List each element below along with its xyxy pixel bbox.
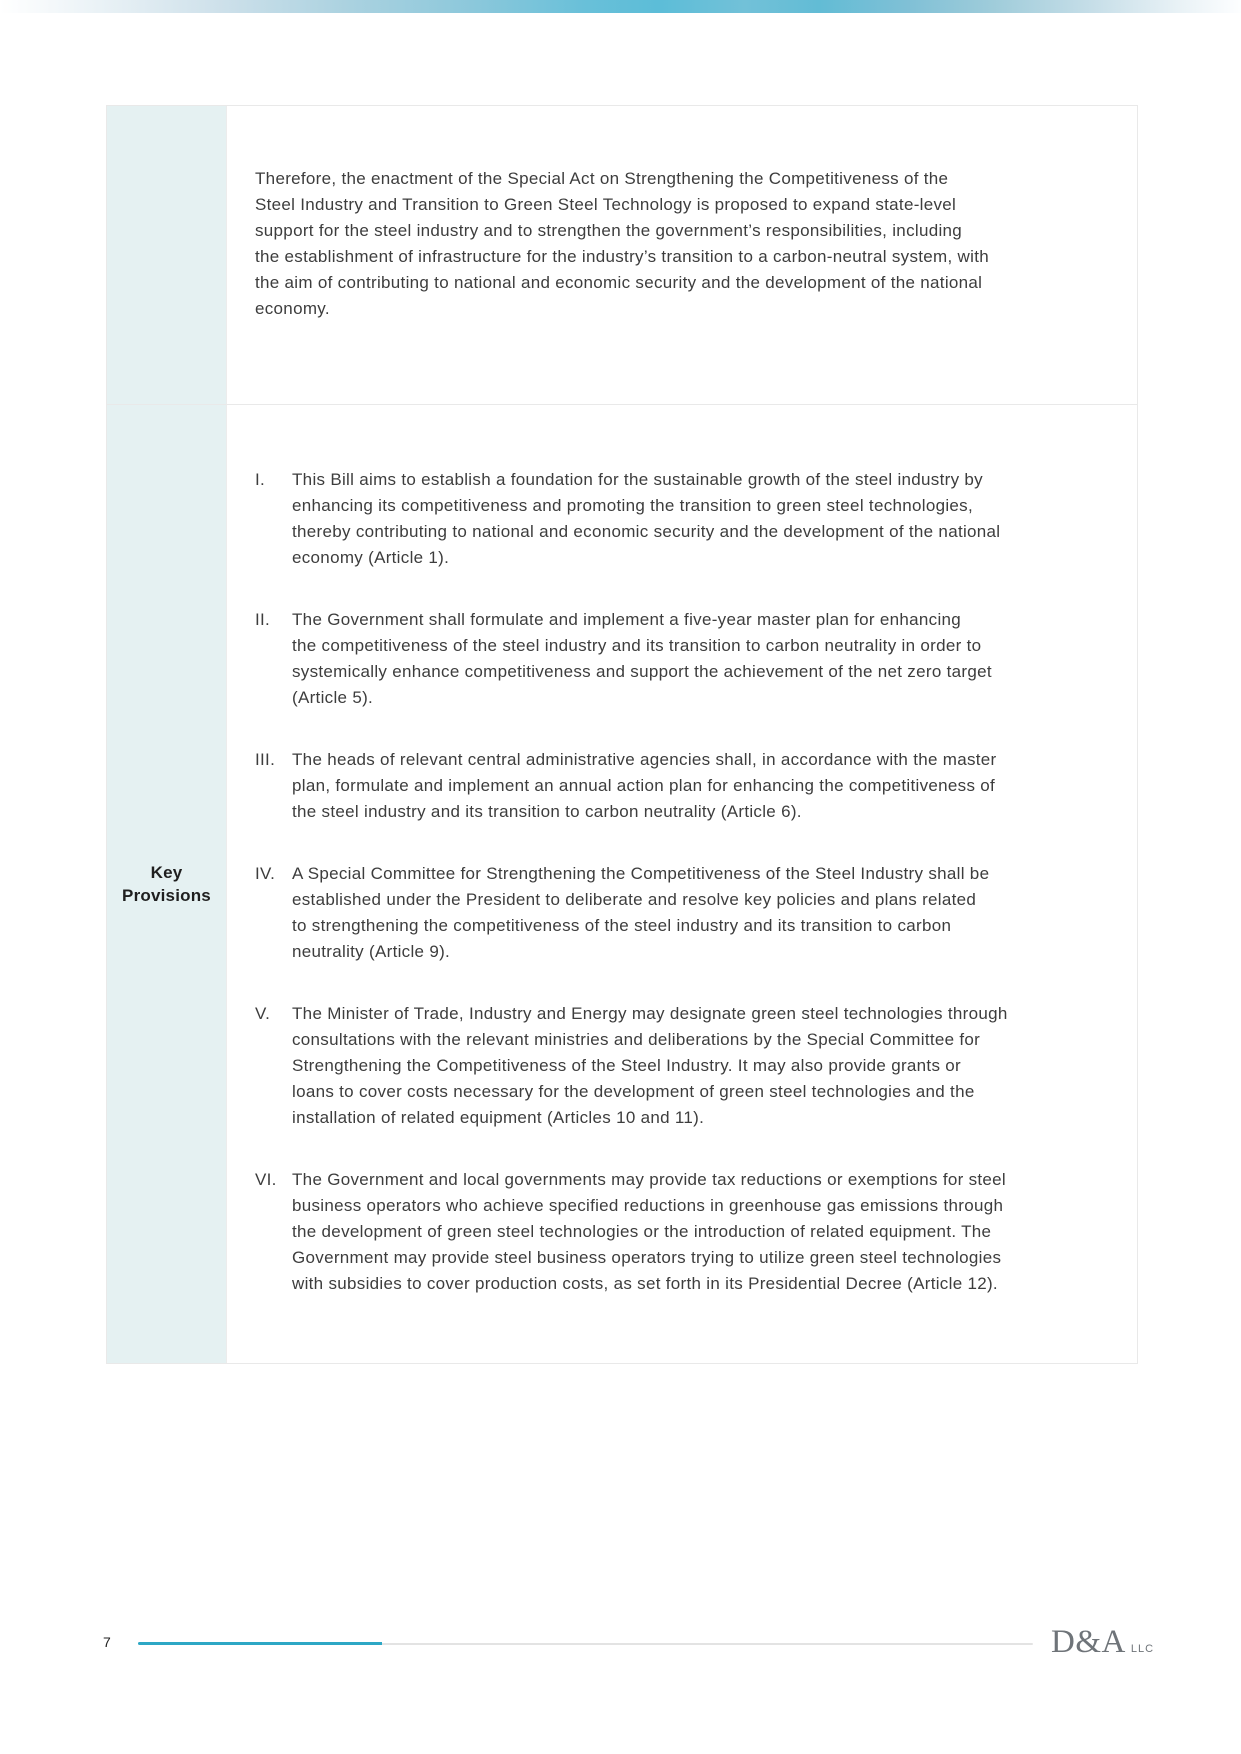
logo-suffix: LLC [1130,1643,1155,1655]
paragraph-line: support for the steel industry and to strengthen the government’s responsibilities, including [255,221,963,240]
list-item-text: The Minister of Trade, Industry and Energy may designate green steel technologies through consultations with the relevant ministries and deliberations by the Special Committee for Strengthening the Competitiveness of the Steel Industry. It may also provide grants or loans to cover costs necessary for the development of green steel technologies and the installation of related equipment (Articles 10 and 11). [292,1004,1008,1127]
footer-divider [138,1642,1033,1645]
list-item-text: This Bill aims to establish a foundation for the sustainable growth of the steel industry by enhancing its competitiveness and promoting the transition to green steel technologies, thereby contributing to national and economic security and the development of the national economy (Article 1). [292,470,1001,567]
paragraph-line: the establishment of infrastructure for the industry’s transition to a carbon-neutral system, with [255,247,989,266]
list-item [255,1001,1107,1131]
list-item-numeral: I. [255,470,266,489]
page-number: 7 [103,1634,111,1650]
paragraph-line: economy. [255,299,330,318]
company-logo [1051,1624,1154,1661]
key-provisions-list [227,404,1137,1363]
intro-paragraph [227,106,1137,404]
list-item [255,861,1107,965]
paragraph-line: Steel Industry and Transition to Green Steel Technology is proposed to expand state-level [255,195,957,214]
key-provisions-label-cell [107,404,227,1363]
list-item-numeral: VI. [255,1170,277,1189]
intro-row-label-cell [107,106,227,404]
list-item-numeral: V. [255,1004,271,1023]
list-item [255,607,1107,711]
list-item-numeral: IV. [255,864,276,883]
footer-divider-track [382,1643,1033,1645]
list-item-numeral: II. [255,610,271,629]
list-item [255,1167,1107,1297]
list-item-text: The Government and local governments may provide tax reductions or exemptions for steel business operators who achieve specified reductions in greenhouse gas emissions through the development of green steel technologies or the introduction of related equipment. The Government may provide steel business operators trying to utilize green steel technologies with subsidies to cover production costs, as set forth in its Presidential Decree (Article 12). [292,1170,1006,1293]
list-item-numeral: III. [255,750,276,769]
footer-divider-accent [138,1642,382,1645]
list-item-text: The heads of relevant central administrative agencies shall, in accordance with the master plan, formulate and implement an annual action plan for enhancing the competitiveness of the steel industry and its transition to carbon neutrality (Article 6). [292,750,997,821]
top-gradient-bar [0,0,1241,13]
paragraph-line: the aim of contributing to national and economic security and the development of the national [255,273,983,292]
list-item-text: A Special Committee for Strengthening the Competitiveness of the Steel Industry shall be established under the President to deliberate and resolve key policies and plans related to strengthening the competitiveness of the steel industry and its transition to carbon neutrality (Article 9). [292,864,990,961]
list-item-text: The Government shall formulate and implement a five-year master plan for enhancing the competitiveness of the steel industry and its transition to carbon neutrality in order to systemically enhance competitiveness and support the achievement of the net zero target (Article 5). [292,610,992,707]
content-table [106,105,1138,1364]
list-item [255,467,1107,571]
logo-wordmark: D&A [1051,1624,1126,1660]
paragraph-line: Therefore, the enactment of the Special Act on Strengthening the Competitiveness of the [255,169,949,188]
key-provisions-label: Key Provisions [122,863,211,905]
list-item [255,747,1107,825]
